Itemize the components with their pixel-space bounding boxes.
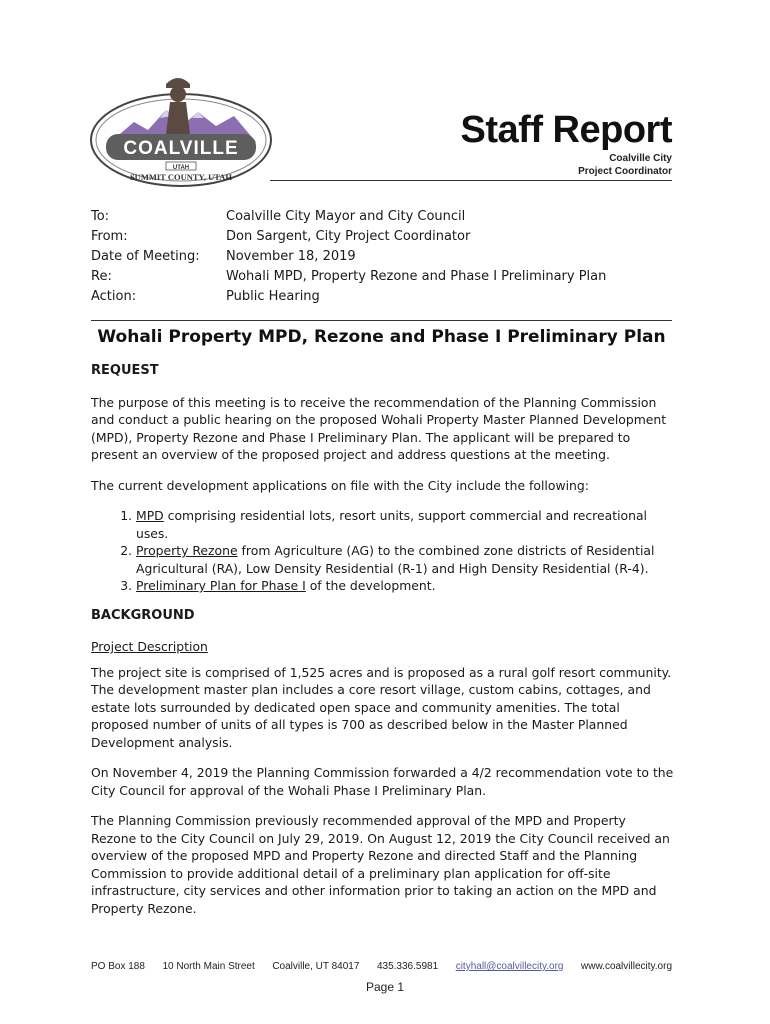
memo-label: Action:	[91, 289, 137, 304]
property-rezone-link[interactable]: Property Rezone	[136, 543, 238, 558]
application-list	[91, 507, 674, 595]
footer-pobox: PO Box 188	[91, 961, 145, 972]
memo-value: Don Sargent, City Project Coordinator	[226, 229, 471, 244]
memo-row-date	[91, 247, 606, 267]
logo-state: UTAH	[172, 165, 190, 171]
footer-email-link[interactable]: cityhall@coalvillecity.org	[455, 961, 564, 972]
report-title: Staff Report	[460, 109, 672, 151]
list-item	[136, 507, 674, 542]
memo-label: From:	[91, 229, 128, 244]
coalville-seal-graphic	[86, 74, 276, 190]
footer-phone: 435.336.5981	[376, 961, 439, 972]
background-heading: BACKGROUND	[91, 607, 195, 623]
report-role: Project Coordinator	[578, 166, 672, 177]
document-heading: Wohali Property MPD, Rezone and Phase I Preliminary Plan	[97, 327, 666, 347]
background-paragraph: The Planning Commission previously recommended approval of the MPD and Property Rezone to the City Council on July 29, 2019. On August 12, 2019 the City Council received an overview of the proposed MPD and Property Rezone and directed Staff and the Planning Commission to provide additional detail of a preliminary plan application for off-site infrastructure, city services and other information prior to taking an action on the MPD and Property Rezone.	[91, 813, 670, 916]
header-rule	[270, 180, 672, 181]
report-title-block	[461, 108, 672, 178]
section-rule	[91, 320, 672, 321]
memo-row-re	[91, 267, 606, 287]
preliminary-plan-link[interactable]: Preliminary Plan for Phase I	[136, 578, 306, 593]
project-description-subheading: Project Description	[91, 639, 208, 654]
memo-row-action	[91, 287, 606, 307]
memo-value: Public Hearing	[226, 289, 320, 304]
background-paragraph: On November 4, 2019 the Planning Commission forwarded a 4/2 recommendation vote to the City Council for approval of the Wohali Phase I Preliminary Plan.	[91, 765, 674, 798]
page-number: Page 1	[365, 980, 405, 994]
report-body	[91, 362, 674, 930]
logo-county: SUMMIT COUNTY, UTAH	[129, 172, 233, 182]
footer-website: www.coalvillecity.org	[581, 961, 672, 972]
memo-label: Date of Meeting:	[91, 249, 200, 264]
memo-label: Re:	[91, 269, 112, 284]
list-item	[136, 577, 674, 595]
list-item-text: of the development.	[305, 578, 436, 593]
request-intro: The current development applications on file with the City include the following:	[91, 477, 589, 493]
list-item-text: from Agriculture (AG) to the combined zone districts of Residential Agricultural (RA), Low Density Residential (R-1) and High Density Residential (R-4).	[136, 543, 655, 576]
coalville-logo	[86, 74, 276, 190]
memo-row-from	[91, 227, 606, 247]
memo-label: To:	[91, 209, 110, 224]
list-item-text: comprising residential lots, resort units, support commercial and recreational uses.	[136, 508, 647, 541]
memo-row-to	[91, 207, 606, 227]
request-heading: REQUEST	[91, 363, 159, 378]
page-footer	[91, 961, 672, 972]
footer-street: 10 North Main Street	[162, 961, 255, 972]
background-paragraph: The project site is comprised of 1,525 acres and is proposed as a rural golf resort community. The development master plan includes a core resort village, custom cabins, cottages, and estate lots surrounded by dedicated open space and community amenities. The total proposed number of units of all types is 700 as described below in the Master Planned Development analysis.	[91, 664, 672, 750]
memo-value: Wohali MPD, Property Rezone and Phase I Preliminary Plan	[226, 269, 607, 284]
logo-name: COALVILLE	[123, 138, 239, 159]
memo-value: Coalville City Mayor and City Council	[226, 209, 466, 224]
report-org: Coalville City	[609, 153, 672, 164]
request-paragraph: The purpose of this meeting is to receive the recommendation of the Planning Commission and conduct a public hearing on the proposed Wohali Property Master Planned Development (MPD), Property Rezone and Phase I Preliminary Plan. The applicant will be prepared to present an overview of the proposed project and address questions at the meeting.	[91, 394, 667, 462]
list-item	[136, 542, 674, 577]
memo-block	[91, 207, 606, 307]
footer-city: Coalville, UT 84017	[272, 961, 360, 972]
mpd-link[interactable]: MPD	[136, 508, 164, 523]
memo-value: November 18, 2019	[226, 249, 356, 264]
